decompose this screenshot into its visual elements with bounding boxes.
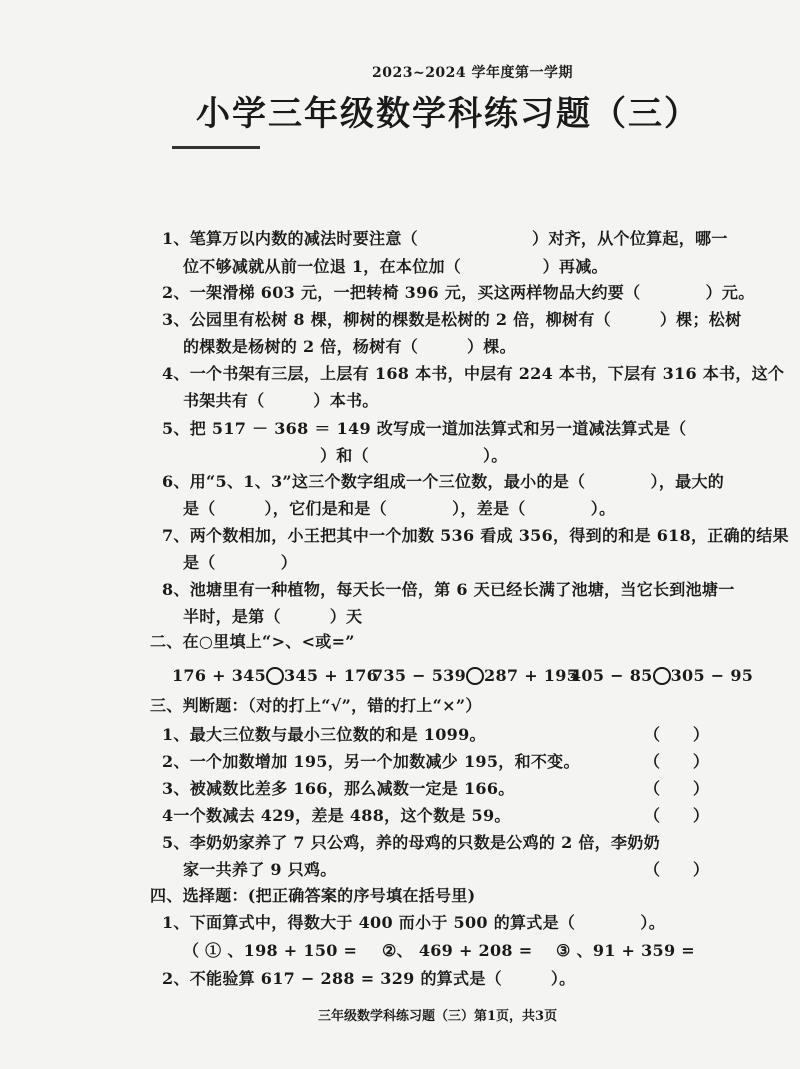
q7-line-1: 7、两个数相加，小王把其中一个加数 536 看成 356，得到的和是 618，正确的结果 xyxy=(162,526,789,545)
section4-heading: 四、选择题：(把正确答案的序号填在括号里) xyxy=(150,886,476,905)
pen-scribble xyxy=(172,146,260,149)
q5-line-1: 5、把 517 － 368 ＝ 149 改写成一道加法算式和另一道减法算式是（ xyxy=(162,419,687,438)
semester-label: 2023~2024 学年度第一学期 xyxy=(372,65,574,81)
compare-circle-icon xyxy=(653,667,671,685)
judge-paren-5: （ ） xyxy=(644,860,710,879)
compare-left: 176 + 345 xyxy=(172,666,267,685)
choice-option-2: ②、 469 + 208 = xyxy=(382,941,533,960)
choice-q1: 1、下面算式中，得数大于 400 而小于 500 的算式是（ ）。 xyxy=(162,913,666,932)
compare-circle-icon xyxy=(266,667,284,685)
judge-item-1: 1、最大三位数与最小三位数的和是 1099。 xyxy=(162,725,486,744)
section2-heading: 二、在○里填上“>、<或=” xyxy=(150,632,355,651)
q8-line-1: 8、池塘里有一种植物，每天长一倍，第 6 天已经长满了池塘，当它长到池塘一 xyxy=(162,580,735,599)
compare-left: 735 − 539 xyxy=(372,666,467,685)
compare-right: 305 − 95 xyxy=(670,666,754,685)
q5-line-2: ）和（ ）。 xyxy=(320,446,508,465)
choice-q2: 2、不能验算 617 − 288 = 329 的算式是（ ）。 xyxy=(162,969,576,988)
q6-line-2: 是（ ），它们是和是（ ），差是（ ）。 xyxy=(183,499,616,518)
judge-item-2: 2、一个加数增加 195，另一个加数减少 195，和不变。 xyxy=(162,752,580,771)
choice-option-1: （ ① 、198 + 150 = xyxy=(183,941,358,960)
q7-line-2: 是（ ） xyxy=(183,553,298,572)
judge-item-5-line-1: 5、李奶奶家养了 7 只公鸡，养的母鸡的只数是公鸡的 2 倍，李奶奶 xyxy=(162,833,660,852)
compare-item-2 xyxy=(372,666,578,685)
q4-line-1: 4、一个书架有三层，上层有 168 本书，中层有 224 本书，下层有 316 本书，这个 xyxy=(162,364,785,383)
judge-item-4: 4一个数减去 429，差是 488，这个数是 59。 xyxy=(162,806,511,825)
choice-option-3: ③ 、91 + 359 = xyxy=(556,941,696,960)
judge-item-5-line-2: 家一共养了 9 只鸡。 xyxy=(183,860,337,879)
section3-heading: 三、判断题：（对的打上“√”，错的打上“×”） xyxy=(150,696,482,715)
page-title: 小学三年级数学科练习题（三） xyxy=(196,94,700,134)
q1-line-1: 1、笔算万以内数的减法时要注意（ ）对齐，从个位算起，哪一 xyxy=(162,229,728,248)
q6-line-1: 6、用“5、1、3”这三个数字组成一个三位数，最小的是（ ），最大的 xyxy=(162,472,725,491)
q1-line-2: 位不够减就从前一位退 1，在本位加（ ）再减。 xyxy=(183,257,608,276)
q4-line-2: 书架共有（ ）本书。 xyxy=(183,391,379,410)
judge-paren-2: （ ） xyxy=(644,752,710,771)
judge-item-3: 3、被减数比差多 166，那么减数一定是 166。 xyxy=(162,779,515,798)
compare-right: 345 + 176 xyxy=(284,666,379,685)
judge-paren-3: （ ） xyxy=(644,779,710,798)
compare-item-3 xyxy=(570,666,753,685)
q3-line-1: 3、公园里有松树 8 棵，柳树的棵数是松树的 2 倍，柳树有（ ）棵；松树 xyxy=(162,310,742,329)
compare-circle-icon xyxy=(466,667,484,685)
compare-left: 405 − 85 xyxy=(570,666,653,685)
q8-line-2: 半时，是第（ ）天 xyxy=(183,607,363,626)
page-footer: 三年级数学科练习题（三）第1页，共3页 xyxy=(318,1009,558,1024)
q3-line-2: 的棵数是杨树的 2 倍，杨树有（ ）棵。 xyxy=(183,337,516,356)
judge-paren-4: （ ） xyxy=(644,806,710,825)
compare-item-1 xyxy=(172,666,378,685)
compare-right: 287 + 195 xyxy=(484,666,579,685)
judge-paren-1: （ ） xyxy=(644,725,710,744)
q2-line: 2、一架滑梯 603 元，一把转椅 396 元，买这两样物品大约要（ ）元。 xyxy=(162,283,755,302)
